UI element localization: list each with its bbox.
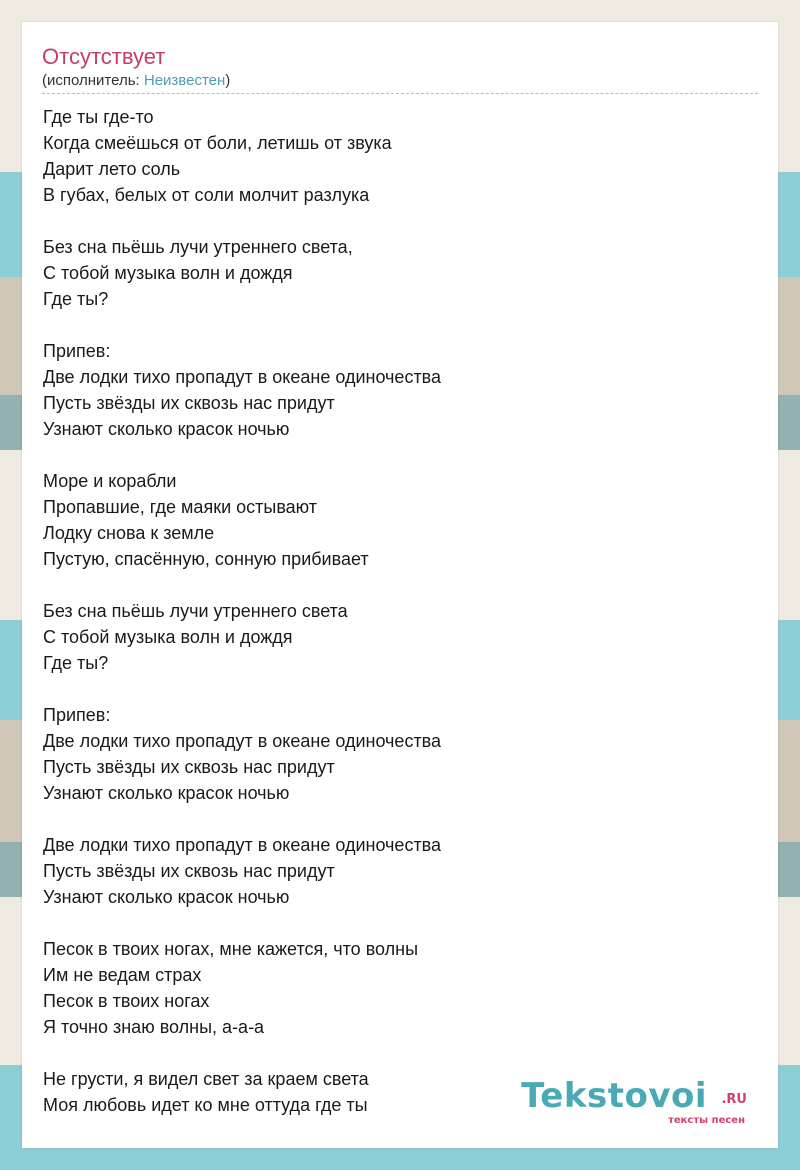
- stanza-break: [43, 1040, 763, 1066]
- lyric-line: Припев:: [43, 705, 111, 725]
- stanza-break: [43, 676, 763, 702]
- lyric-line: Пропавшие, где маяки остывают: [43, 497, 318, 517]
- lyric-line: Моя любовь идет ко мне оттуда где ты: [43, 1095, 368, 1115]
- lyric-line: Где ты?: [43, 289, 109, 309]
- lyric-line: Лодку снова к земле: [43, 523, 215, 543]
- tekstovoi-logo[interactable]: [521, 1076, 747, 1128]
- lyric-line: Пусть звёзды их сквозь нас придут: [43, 861, 335, 881]
- lyric-line: Две лодки тихо пропадут в океане одиночества: [43, 835, 442, 855]
- lyric-line: Я точно знаю волны, а-а-а: [43, 1017, 265, 1037]
- lyric-line: Где ты где-то: [43, 107, 154, 127]
- song-title: Отсутствует: [42, 44, 166, 69]
- artist-link[interactable]: Неизвестен: [143, 72, 226, 89]
- lyric-line: Узнают сколько красок ночью: [43, 783, 290, 803]
- lyric-line: Пусть звёзды их сквозь нас придут: [43, 757, 335, 777]
- lyric-line: Не грусти, я видел свет за краем света: [43, 1069, 369, 1089]
- artist-line: [42, 72, 230, 90]
- stanza-break: [43, 910, 763, 936]
- lyric-line: В губах, белых от соли молчит разлука: [43, 185, 370, 205]
- stanza-break: [43, 442, 763, 468]
- lyric-line: Песок в твоих ногах, мне кажется, что волны: [43, 939, 419, 959]
- lyric-line: Песок в твоих ногах: [43, 991, 210, 1011]
- logo-wordmark: Tekstovoi: [521, 1076, 707, 1116]
- lyric-line: С тобой музыка волн и дождя: [43, 263, 293, 283]
- lyric-line: Где ты?: [43, 653, 109, 673]
- lyric-line: Без сна пьёшь лучи утреннего света,: [43, 237, 353, 257]
- lyric-line: Пустую, спасённую, сонную прибивает: [43, 549, 369, 569]
- lyric-line: Без сна пьёшь лучи утреннего света: [43, 601, 348, 621]
- artist-prefix: (исполнитель:: [42, 72, 144, 89]
- lyric-line: Две лодки тихо пропадут в океане одиночества: [43, 731, 442, 751]
- lyric-line: Когда смеёшься от боли, летишь от звука: [43, 133, 392, 153]
- lyrics-card: [22, 22, 778, 1148]
- lyric-line: Две лодки тихо пропадут в океане одиночества: [43, 367, 442, 387]
- stanza-break: [43, 312, 763, 338]
- lyric-line: Дарит лето соль: [43, 159, 181, 179]
- logo-tagline: тексты песен: [668, 1115, 745, 1126]
- title-divider: [42, 93, 758, 94]
- lyric-line: Припев:: [43, 341, 111, 361]
- logo-domain: .RU: [721, 1092, 747, 1107]
- stanza-break: [43, 806, 763, 832]
- lyric-line: Узнают сколько красок ночью: [43, 887, 290, 907]
- stanza-break: [43, 208, 763, 234]
- lyric-line: Море и корабли: [43, 471, 177, 491]
- artist-suffix: ): [225, 72, 231, 89]
- lyric-line: Узнают сколько красок ночью: [43, 419, 290, 439]
- lyric-line: Им не ведам страх: [43, 965, 202, 985]
- lyric-line: С тобой музыка волн и дождя: [43, 627, 293, 647]
- lyric-line: Пусть звёзды их сквозь нас придут: [43, 393, 335, 413]
- lyrics-body: [43, 104, 763, 1118]
- stanza-break: [43, 572, 763, 598]
